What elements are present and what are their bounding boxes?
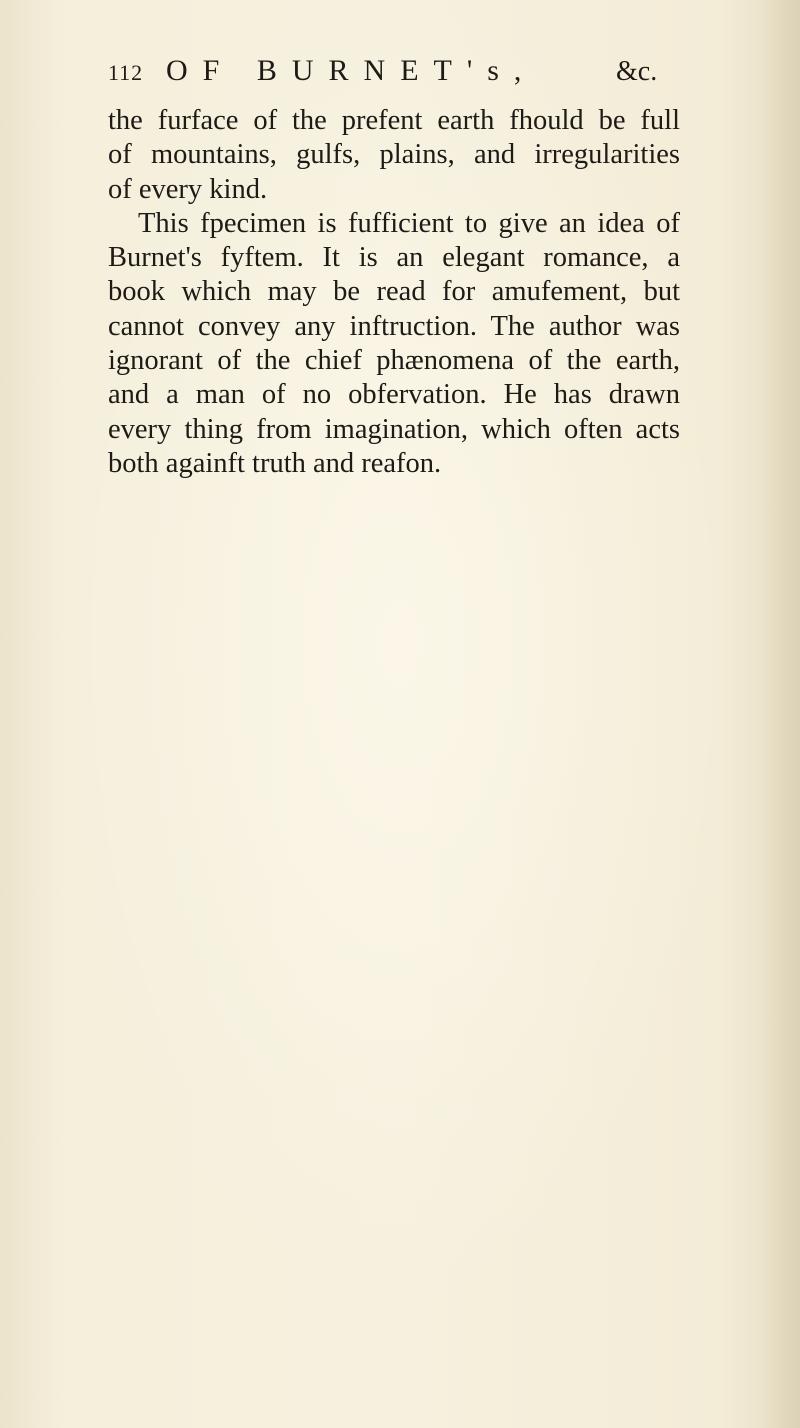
text-line: of mountains, gulfs, plains, and irregularities (108, 139, 680, 171)
text-line: of every kind. (108, 173, 268, 205)
text-line: ignorant of the chief phænomena of the earth, (108, 345, 680, 377)
text-line: and a man of no obfervation. He has drawn (108, 379, 680, 411)
body-text (108, 104, 680, 481)
text-line: Burnet's fyftem. It is an elegant romance, a (108, 242, 680, 274)
running-head-etc: &c. (616, 56, 658, 87)
text-line: cannot convey any inftruction. The author was (108, 310, 680, 342)
running-head-title: OF BURNET's, (166, 54, 537, 87)
text-line: both againft truth and reafon. (108, 447, 442, 479)
text-line: book which may be read for amufement, but (108, 276, 680, 308)
text-line: the furface of the prefent earth fhould be full (108, 105, 680, 136)
text-line: every thing from imagination, which often acts (108, 413, 680, 445)
running-head (108, 54, 668, 94)
page-edge-shadow (760, 0, 800, 1428)
page-number: 112 (108, 60, 144, 85)
text-line: This fpecimen is fufficient to give an idea of (138, 207, 680, 239)
